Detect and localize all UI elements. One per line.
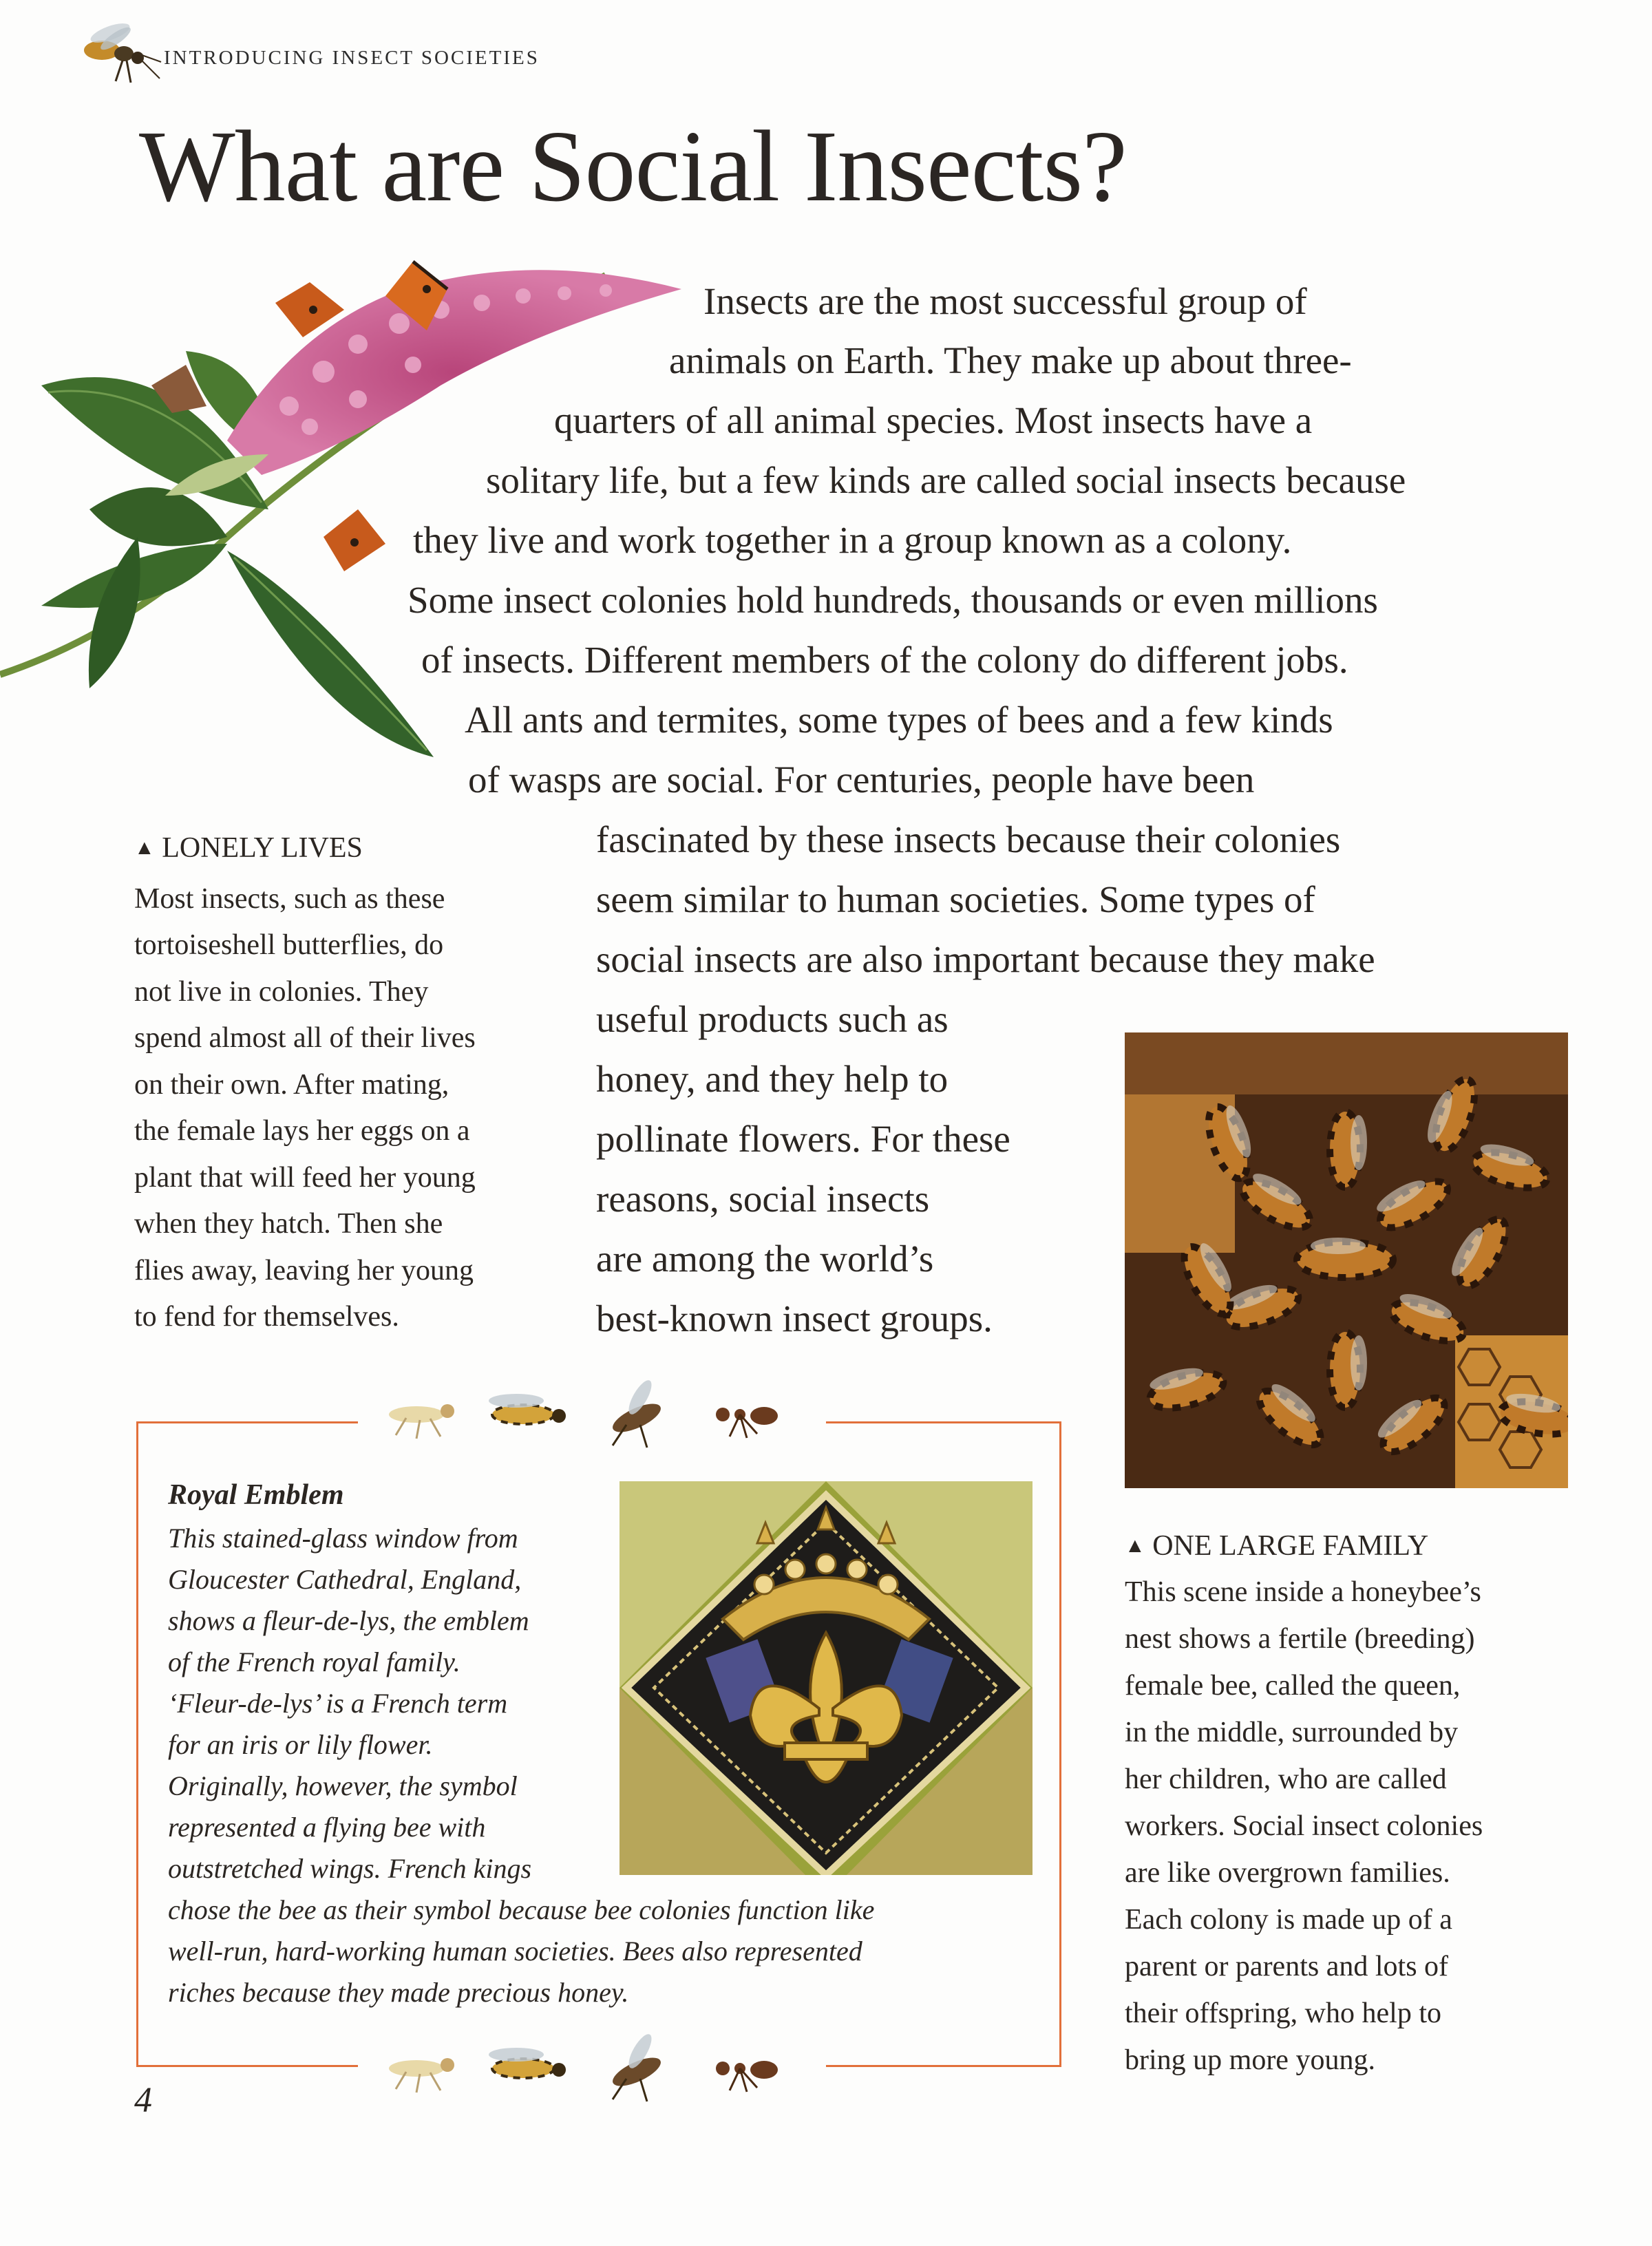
lonely-lives-line: to fend for themselves. xyxy=(134,1301,399,1333)
main-text-line: are among the world’s xyxy=(596,1238,934,1280)
lonely-lives-line: spend almost all of their lives xyxy=(134,1022,476,1054)
ant-icon xyxy=(716,2061,778,2092)
termite-icon xyxy=(389,1404,454,1439)
bee-icon xyxy=(609,2031,665,2101)
one-large-family-line: her children, who are called xyxy=(1125,1763,1447,1795)
royal-emblem-line: represented a flying bee with xyxy=(168,1812,486,1843)
page-number: 4 xyxy=(134,2081,152,2120)
main-text-line: Insects are the most successful group of xyxy=(703,280,1307,322)
main-text-line: they live and work together in a group known as a colony. xyxy=(413,519,1292,561)
one-large-family-line: Each colony is made up of a xyxy=(1125,1904,1452,1936)
honeybee-nest-photo xyxy=(1125,1032,1568,1488)
royal-emblem-line: riches because they made precious honey. xyxy=(168,1977,629,2008)
wasp-icon xyxy=(489,1394,566,1424)
page-title: What are Social Insects? xyxy=(139,110,1127,223)
triangle-up-icon: ▲ xyxy=(134,836,155,859)
lonely-lives-line: plant that will feed her young xyxy=(134,1162,476,1194)
insect-row-bottom xyxy=(365,2020,819,2103)
lonely-lives-heading: ▲ LONELY LIVES xyxy=(134,832,363,864)
main-text-line: reasons, social insects xyxy=(596,1178,930,1220)
lonely-lives-line: Most insects, such as these xyxy=(134,883,445,915)
main-text-line: pollinate flowers. For these xyxy=(596,1118,1010,1160)
one-large-family-line: nest shows a fertile (breeding) xyxy=(1125,1623,1475,1655)
one-large-family-heading: ▲ ONE LARGE FAMILY xyxy=(1125,1530,1429,1562)
butterfly-icon xyxy=(324,509,385,571)
lonely-lives-line: tortoiseshell butterflies, do xyxy=(134,929,444,961)
lonely-lives-line: not live in colonies. They xyxy=(134,976,429,1008)
main-text-line: fascinated by these insects because their colonies xyxy=(596,818,1341,860)
buddleia-butterflies-image xyxy=(0,248,688,771)
main-text-line: of insects. Different members of the colony do different jobs. xyxy=(421,639,1348,681)
one-large-family-line: parent or parents and lots of xyxy=(1125,1951,1449,1982)
main-text-line: All ants and termites, some types of bees and a few kinds xyxy=(465,699,1333,741)
royal-emblem-line: of the French royal family. xyxy=(168,1646,460,1677)
bee-icon xyxy=(609,1377,665,1448)
wasp-icon xyxy=(74,12,164,88)
main-text-line: quarters of all animal species. Most insects have a xyxy=(554,399,1313,441)
main-text-line: of wasps are social. For centuries, people have been xyxy=(468,759,1255,801)
main-text-line: solitary life, but a few kinds are called social insects because xyxy=(486,459,1406,501)
one-large-family-line: their offspring, who help to xyxy=(1125,1998,1441,2029)
wasp-icon xyxy=(489,2048,566,2078)
one-large-family-line: bring up more young. xyxy=(1125,2044,1375,2076)
ant-icon xyxy=(716,1407,778,1438)
running-header: INTRODUCING INSECT SOCIETIES xyxy=(164,47,540,69)
one-large-family-line: female bee, called the queen, xyxy=(1125,1670,1461,1702)
royal-emblem-line: chose the bee as their symbol because bee colonies function like xyxy=(168,1894,875,1925)
royal-emblem-heading: Royal Emblem xyxy=(168,1479,344,1511)
insect-row-top xyxy=(365,1366,819,1449)
main-text-line: animals on Earth. They make up about three- xyxy=(669,339,1352,381)
lonely-lives-line: on their own. After mating, xyxy=(134,1069,449,1101)
termite-icon xyxy=(389,2058,454,2093)
royal-emblem-line: This stained-glass window from xyxy=(168,1523,518,1554)
one-large-family-line: workers. Social insect colonies xyxy=(1125,1810,1483,1842)
royal-emblem-line: shows a fleur-de-lys, the emblem xyxy=(168,1605,529,1636)
main-text-line: useful products such as xyxy=(596,998,949,1040)
one-large-family-line: are like overgrown families. xyxy=(1125,1857,1450,1889)
royal-emblem-line: Originally, however, the symbol xyxy=(168,1770,518,1801)
royal-emblem-line: well-run, hard-working human societies. Bees also represented xyxy=(168,1936,862,1967)
royal-emblem-line: for an iris or lily flower. xyxy=(168,1729,433,1760)
one-large-family-line: in the middle, surrounded by xyxy=(1125,1717,1459,1748)
one-large-family-line: This scene inside a honeybee’s xyxy=(1125,1576,1481,1608)
stained-glass-window-image xyxy=(620,1481,1032,1875)
royal-emblem-line: ‘Fleur-de-lys’ is a French term xyxy=(168,1688,508,1719)
lonely-lives-line: when they hatch. Then she xyxy=(134,1208,443,1240)
lonely-lives-line: the female lays her eggs on a xyxy=(134,1115,470,1147)
main-text-line: honey, and they help to xyxy=(596,1058,949,1100)
lonely-lives-line: flies away, leaving her young xyxy=(134,1255,474,1286)
triangle-up-icon: ▲ xyxy=(1125,1534,1145,1557)
main-text-line: Some insect colonies hold hundreds, thousands or even millions xyxy=(407,579,1378,621)
main-text-line: social insects are also important because they make xyxy=(596,938,1375,980)
royal-emblem-line: Gloucester Cathedral, England, xyxy=(168,1564,522,1595)
main-text-line: seem similar to human societies. Some types of xyxy=(596,878,1315,920)
main-text-line: best-known insect groups. xyxy=(596,1297,993,1339)
royal-emblem-line: outstretched wings. French kings xyxy=(168,1853,532,1884)
